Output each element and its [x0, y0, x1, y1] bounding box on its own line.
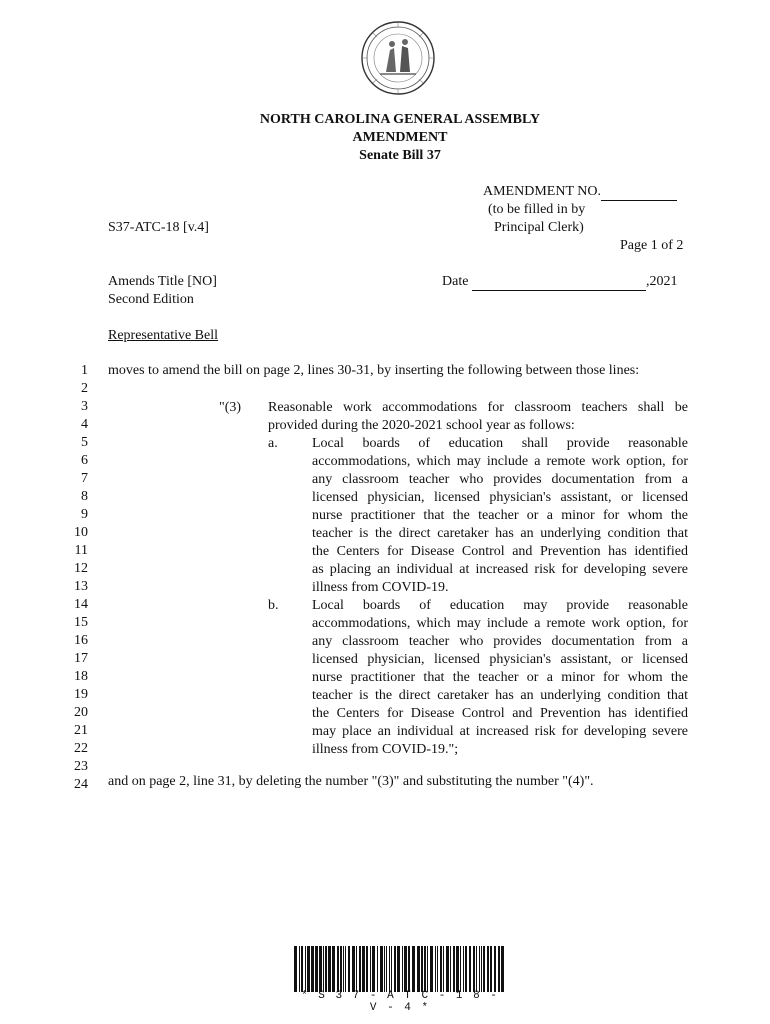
- line-number: 20: [74, 705, 88, 720]
- amendment-note-line-2: Principal Clerk): [494, 220, 584, 235]
- date-field: [442, 274, 677, 291]
- line-number: 14: [74, 597, 88, 612]
- line-number: 2: [81, 381, 88, 396]
- subitem-line: Local boards of education may provide reasonable: [312, 598, 688, 613]
- subitem-line: licensed physician, licensed physician's assistant, or licensed: [312, 490, 688, 505]
- line-number: 7: [81, 471, 88, 486]
- subitem-line: accommodations, which may include a remote work option, for: [312, 454, 688, 469]
- subitem-line: teacher is the direct caretaker has an underlying condition that: [312, 688, 688, 703]
- barcode-text: * S 3 7 - A T C - 1 8 - V - 4 *: [301, 990, 499, 1014]
- date-blank: [472, 274, 646, 291]
- line-number: 5: [81, 435, 88, 450]
- line-number: 21: [74, 723, 88, 738]
- subitem-line: the Centers for Disease Control and Prevention has identified: [312, 544, 688, 559]
- subitem-line: illness from COVID-19.";: [312, 742, 459, 757]
- amendment-note-line-1: (to be filled in by: [488, 202, 586, 217]
- line-number: 12: [74, 561, 88, 576]
- subitem-line: Local boards of education shall provide reasonable: [312, 436, 688, 451]
- page-indicator: Page 1 of 2: [620, 238, 684, 253]
- state-seal-icon: [360, 20, 436, 96]
- bill-title: Senate Bill 37: [359, 148, 441, 163]
- subitem-line: the Centers for Disease Control and Prevention has identified: [312, 706, 688, 721]
- line-number: 8: [81, 489, 88, 504]
- line-number: 6: [81, 453, 88, 468]
- amends-title: Amends Title [NO]: [108, 274, 217, 289]
- document-type: AMENDMENT: [352, 130, 448, 145]
- subitem-b-label: b.: [268, 598, 279, 613]
- subitem-line: may place an individual at increased risk for developing severe: [312, 724, 688, 739]
- amendment-number-label: AMENDMENT NO.: [483, 184, 601, 199]
- line-number: 23: [74, 759, 88, 774]
- subitem-line: nurse practitioner that the teacher or a minor for whom the: [312, 670, 688, 685]
- body-line-4: provided during the 2020-2021 school year as follows:: [268, 418, 575, 433]
- amendment-number-field: [483, 184, 677, 201]
- line-number: 10: [74, 525, 88, 540]
- line-number: 4: [81, 417, 88, 432]
- line-number: 1: [81, 363, 88, 378]
- assembly-title: NORTH CAROLINA GENERAL ASSEMBLY: [259, 112, 541, 127]
- document-code: S37-ATC-18 [v.4]: [108, 220, 209, 235]
- section-item-number: "(3): [219, 400, 242, 415]
- line-number: 22: [74, 741, 88, 756]
- body-line-3: Reasonable work accommodations for classroom teachers shall be: [268, 400, 688, 415]
- subitem-line: nurse practitioner that the teacher or a minor for whom the: [312, 508, 688, 523]
- subitem-line: licensed physician, licensed physician's assistant, or licensed: [312, 652, 688, 667]
- line-number: 16: [74, 633, 88, 648]
- line-number: 18: [74, 669, 88, 684]
- barcode-icon: [294, 946, 506, 992]
- body-line-1: moves to amend the bill on page 2, lines 30-31, by inserting the following between those lines:: [108, 363, 640, 378]
- subitem-line: any classroom teacher who provides documentation from a: [312, 634, 688, 649]
- line-number: 24: [74, 777, 88, 792]
- subitem-line: any classroom teacher who provides documentation from a: [312, 472, 688, 487]
- subitem-line: accommodations, which may include a remote work option, for: [312, 616, 688, 631]
- body-line-24: and on page 2, line 31, by deleting the number "(3)" and substituting the number "(4)".: [108, 774, 594, 789]
- date-label: Date: [442, 274, 469, 289]
- subitem-a-label: a.: [268, 436, 278, 451]
- line-number: 9: [81, 507, 88, 522]
- line-number: 15: [74, 615, 88, 630]
- line-number: 11: [74, 543, 88, 558]
- subitem-line: illness from COVID-19.: [312, 580, 449, 595]
- line-number: 19: [74, 687, 88, 702]
- edition: Second Edition: [108, 292, 194, 307]
- amendment-number-blank: [601, 184, 677, 201]
- date-year: ,2021: [645, 274, 678, 289]
- subitem-line: as placing an individual at increased risk for developing severe: [312, 562, 688, 577]
- line-number: 17: [74, 651, 88, 666]
- sponsor-name: Representative Bell: [108, 328, 219, 343]
- line-number: 3: [81, 399, 88, 414]
- subitem-line: teacher is the direct caretaker has an underlying condition that: [312, 526, 688, 541]
- line-number: 13: [74, 579, 88, 594]
